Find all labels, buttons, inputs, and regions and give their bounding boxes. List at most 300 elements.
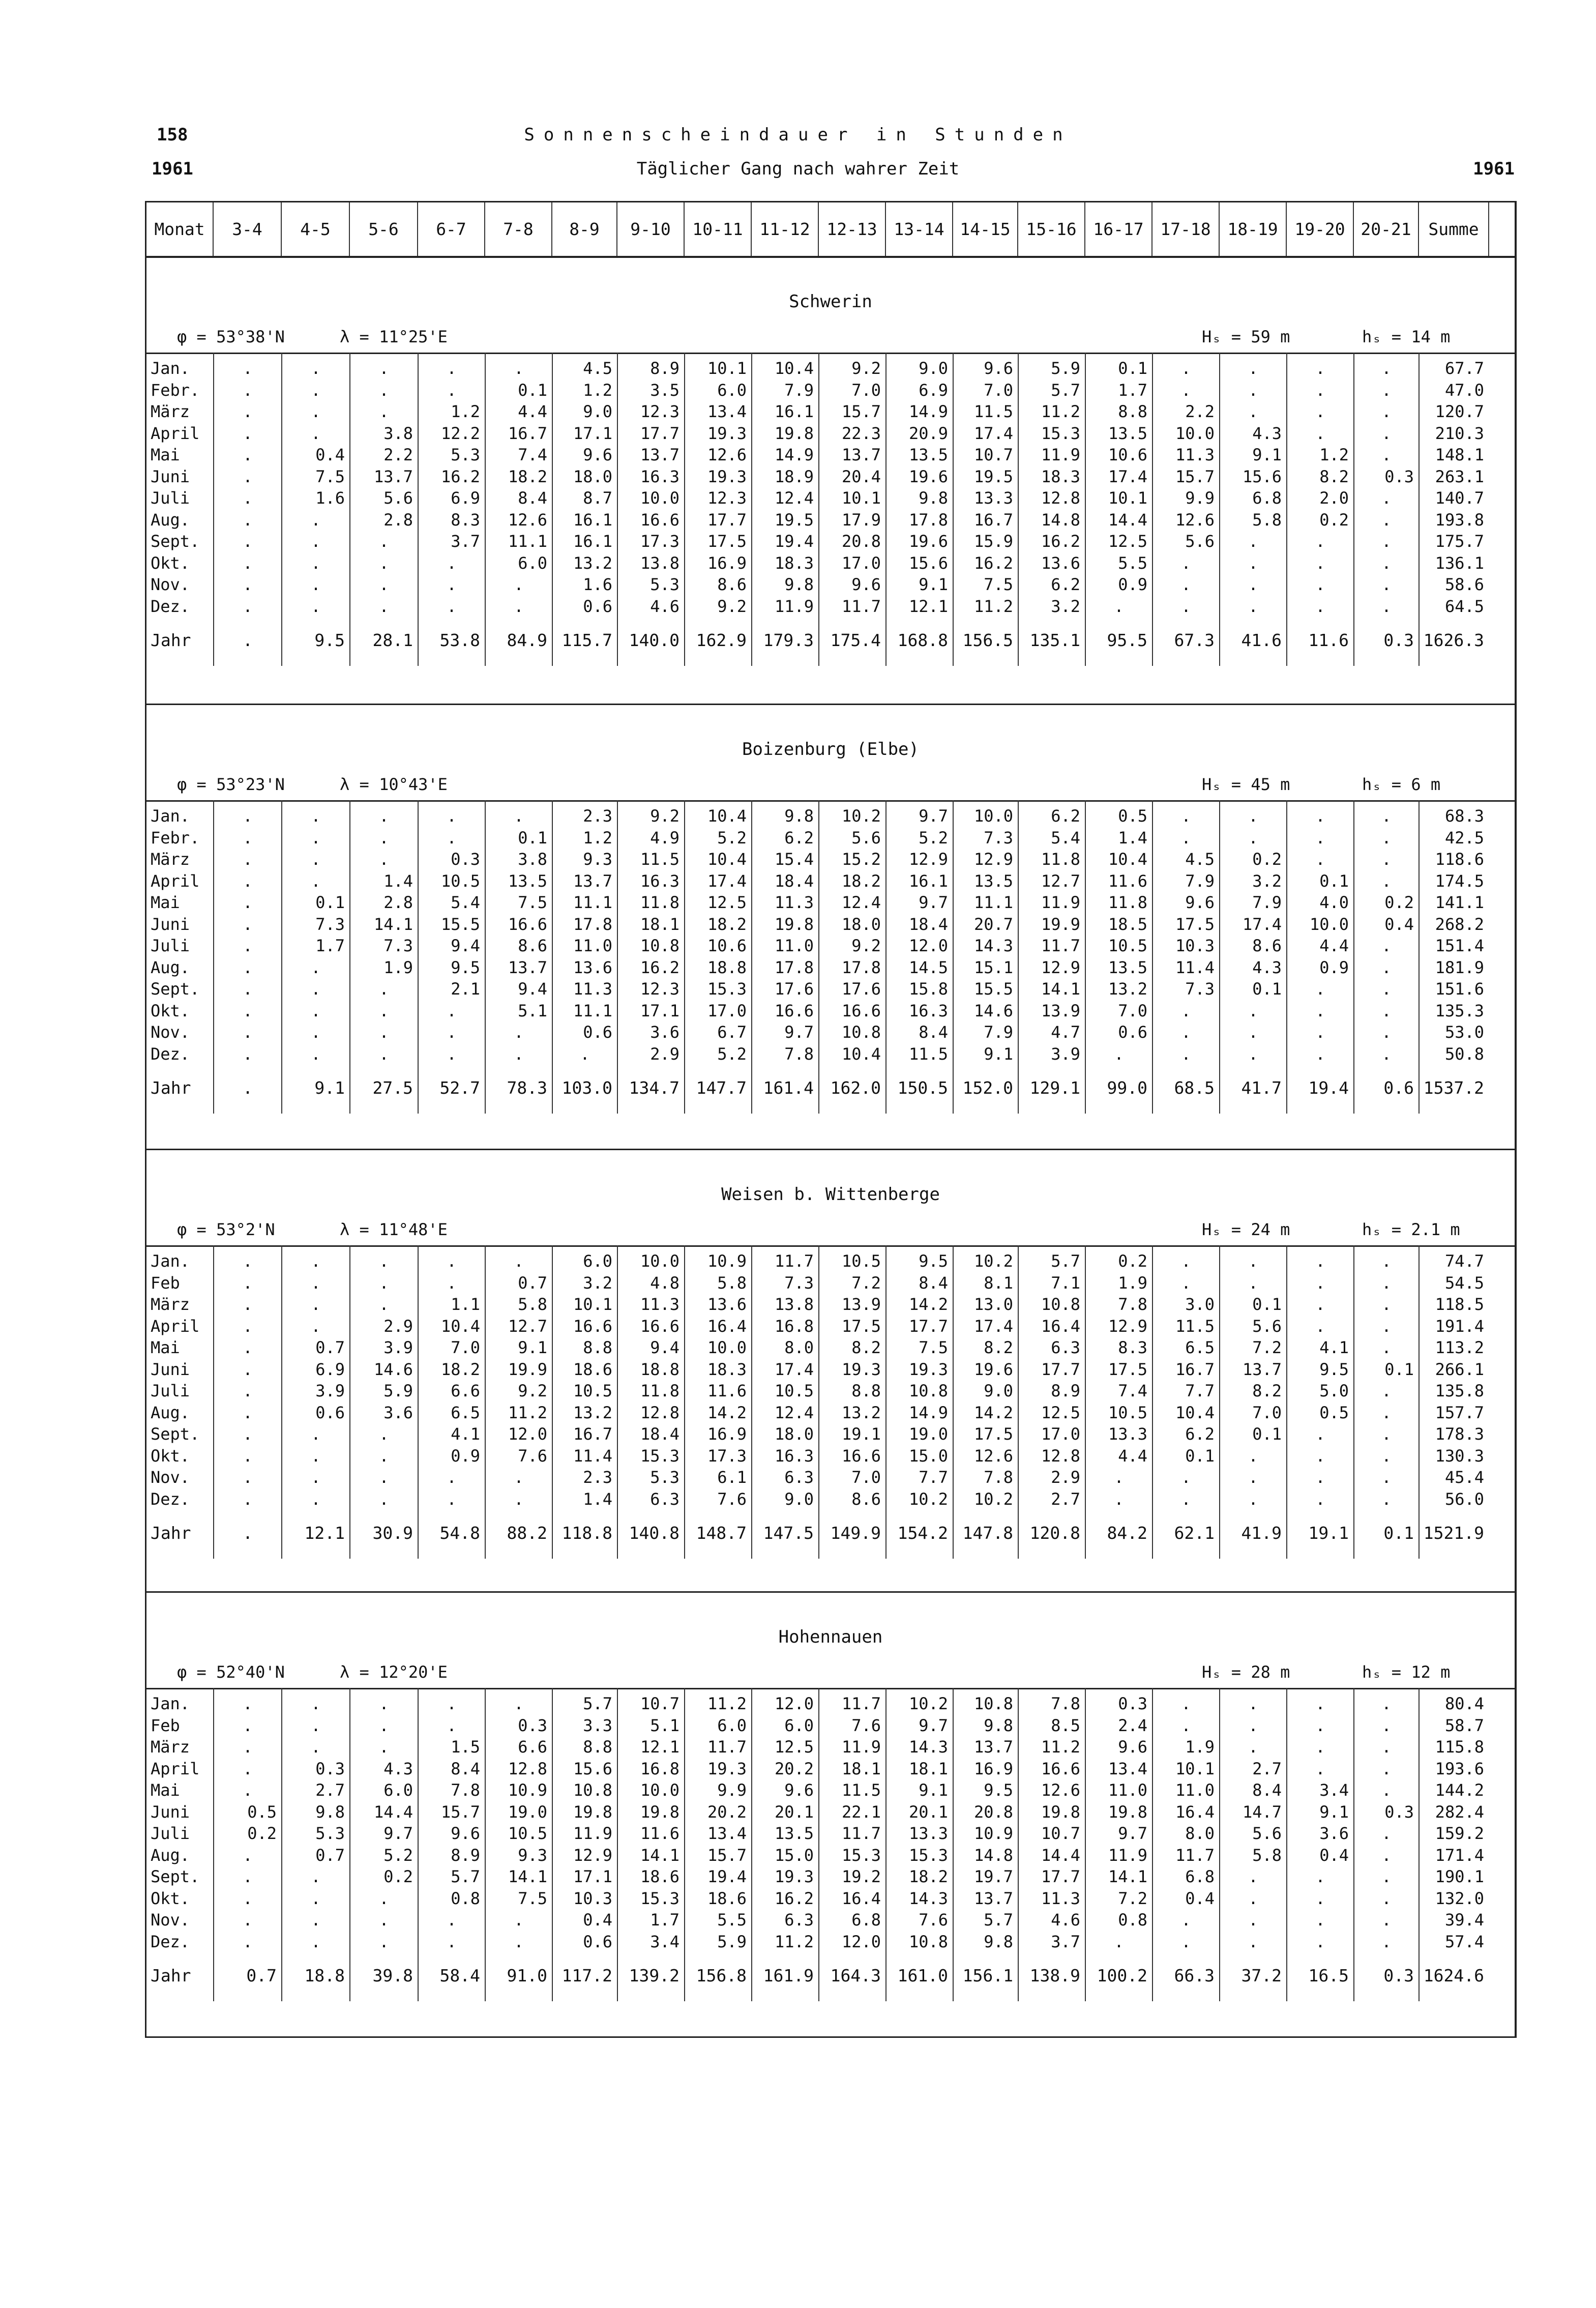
table-cell: 9.6 (1118, 1737, 1147, 1757)
table-cell: 14.7 (1242, 1802, 1282, 1822)
table-cell: 11.7 (1041, 936, 1080, 955)
table-cell: . (243, 850, 253, 869)
table-cell: 9.0 (784, 1489, 814, 1509)
year-total-cell: 1537.2 (1423, 1078, 1484, 1098)
table-cell: 2.7 (1051, 1489, 1080, 1509)
column-divider (684, 800, 685, 1114)
table-cell: 5.6 (851, 828, 881, 848)
table-cell: . (1248, 1468, 1258, 1487)
column-divider (885, 353, 886, 666)
table-cell: 13.7 (508, 957, 547, 977)
column-divider (684, 1245, 685, 1559)
table-row (146, 1801, 1515, 1823)
table-cell: 18.0 (573, 466, 612, 486)
table-cell: 151.6 (1435, 979, 1484, 999)
table-cell: 5.2 (919, 828, 948, 848)
table-cell: 13.4 (1108, 1759, 1147, 1778)
year-total-cell: 41.9 (1241, 1523, 1282, 1543)
table-cell: 1.9 (1118, 1273, 1147, 1293)
table-cell: . (1381, 1338, 1392, 1357)
table-cell: . (447, 1001, 457, 1020)
table-cell: . (379, 1044, 389, 1064)
table-cell: . (1181, 359, 1191, 378)
station-name: Weisen b. Wittenberge (721, 1184, 940, 1205)
table-cell: 4.8 (650, 1273, 679, 1293)
table-cell: . (1315, 380, 1325, 400)
table-cell: 181.9 (1435, 957, 1484, 977)
table-cell: 12.0 (508, 1424, 547, 1444)
table-cell: 2.9 (383, 1316, 413, 1336)
table-cell: 12.9 (1108, 1316, 1147, 1336)
table-cell: . (1381, 806, 1392, 826)
table-cell: 113.2 (1435, 1338, 1484, 1357)
year-total-cell: 156.1 (962, 1966, 1013, 1985)
table-cell: . (447, 1489, 457, 1509)
table-row (146, 1888, 1515, 1910)
table-cell: 15.3 (640, 1446, 679, 1466)
table-cell: 263.1 (1435, 466, 1484, 486)
table-cell: 12.0 (774, 1694, 814, 1713)
table-cell: . (311, 957, 321, 977)
table-cell: . (1381, 510, 1392, 530)
table-cell: 13.3 (1108, 1424, 1147, 1444)
table-row (146, 1845, 1515, 1866)
table-cell: 10.5 (1108, 936, 1147, 955)
table-cell: 15.1 (973, 957, 1013, 977)
table-cell: 11.8 (640, 1381, 679, 1400)
table-cell: 11.6 (640, 1824, 679, 1843)
table-cell: . (1381, 1468, 1392, 1487)
table-cell: 0.4 (1319, 1845, 1349, 1865)
table-cell: 16.6 (841, 1446, 881, 1466)
year-total-cell: 1624.6 (1423, 1966, 1484, 1985)
table-cell: 7.5 (919, 1338, 948, 1357)
column-divider (552, 1245, 553, 1559)
table-cell: 10.4 (1175, 1403, 1215, 1422)
table-cell: 5.2 (717, 828, 747, 848)
table-cell: 17.5 (1108, 1359, 1147, 1379)
table-cell: 17.4 (1108, 466, 1147, 486)
table-cell: 9.1 (984, 1044, 1013, 1064)
table-cell: 3.6 (1319, 1824, 1349, 1843)
table-cell: . (1181, 1251, 1191, 1271)
station-name: Hohennauen (778, 1627, 883, 1647)
column-divider (1219, 1688, 1220, 2001)
year-total-cell: 129.1 (1029, 1078, 1080, 1098)
table-cell: . (243, 893, 253, 912)
month-label: Jan. (151, 359, 190, 378)
table-cell: . (311, 1001, 321, 1020)
column-header: Summe (1419, 202, 1489, 256)
table-cell: 0.2 (1384, 893, 1414, 912)
table-cell: . (1381, 1694, 1392, 1713)
table-cell: 118.6 (1435, 850, 1484, 869)
table-cell: 11.9 (1041, 445, 1080, 464)
table-cell: 10.4 (707, 806, 747, 826)
table-cell: 20.8 (841, 532, 881, 551)
station-header-divider (146, 353, 1515, 354)
table-row (146, 552, 1515, 574)
table-cell: 11.3 (774, 893, 814, 912)
table-cell: 9.6 (851, 575, 881, 594)
table-cell: 157.7 (1435, 1403, 1484, 1422)
table-row (146, 1488, 1515, 1510)
table-cell: . (379, 979, 389, 999)
table-cell: 18.3 (707, 1359, 747, 1379)
table-cell: 6.3 (1051, 1338, 1080, 1357)
table-cell: 9.3 (518, 1845, 547, 1865)
year-total-cell: 147.8 (962, 1523, 1013, 1543)
table-row (146, 423, 1515, 445)
table-cell: 0.1 (1252, 979, 1282, 999)
table-cell: 17.6 (774, 979, 814, 999)
table-cell: 6.0 (717, 1715, 747, 1735)
table-cell: . (379, 1489, 389, 1509)
table-cell: . (1181, 1489, 1191, 1509)
table-cell: 17.3 (640, 532, 679, 551)
table-cell: 39.4 (1444, 1910, 1484, 1930)
table-cell: . (1181, 553, 1191, 573)
column-divider (485, 800, 486, 1114)
table-cell: 140.7 (1435, 488, 1484, 508)
table-cell: . (1315, 532, 1325, 551)
table-cell: . (311, 423, 321, 443)
table-cell: . (1315, 359, 1325, 378)
table-cell: 1.4 (383, 871, 413, 891)
table-cell: 13.4 (707, 1824, 747, 1843)
column-divider (818, 1688, 819, 2001)
table-cell: 16.6 (640, 1316, 679, 1336)
table-cell: 6.5 (1185, 1338, 1215, 1357)
column-divider (1219, 800, 1220, 1114)
column-divider (1286, 353, 1287, 666)
table-cell: 7.4 (1118, 1381, 1147, 1400)
table-cell: 0.3 (1118, 1694, 1147, 1713)
table-cell: . (1381, 553, 1392, 573)
table-cell: 5.7 (583, 1694, 612, 1713)
table-cell: 3.8 (383, 423, 413, 443)
table-cell: 6.9 (315, 1359, 345, 1379)
table-cell: 0.1 (518, 828, 547, 848)
column-divider (349, 1245, 350, 1559)
table-cell: . (243, 1910, 253, 1930)
table-cell: 0.6 (583, 1022, 612, 1042)
table-cell: 8.4 (919, 1273, 948, 1293)
table-cell: . (311, 402, 321, 421)
column-divider (1152, 353, 1153, 666)
station-latitude: φ = 53°23'N (177, 775, 285, 794)
table-cell: . (1181, 1910, 1191, 1930)
table-cell: 12.3 (707, 488, 747, 508)
table-cell: 19.6 (908, 466, 948, 486)
table-cell: . (1248, 1694, 1258, 1713)
table-cell: . (1381, 1910, 1392, 1930)
table-cell: . (311, 1468, 321, 1487)
table-cell: 16.8 (640, 1759, 679, 1778)
year-total-cell: 28.1 (372, 630, 413, 650)
year-total-row (146, 1068, 1515, 1108)
table-cell: . (1248, 1910, 1258, 1930)
table-cell: 7.0 (1118, 1001, 1147, 1020)
year-total-cell: 161.9 (763, 1966, 814, 1985)
table-cell: . (379, 380, 389, 400)
table-cell: 8.1 (984, 1273, 1013, 1293)
year-total-cell: 1521.9 (1423, 1523, 1484, 1543)
table-cell: 22.1 (841, 1802, 881, 1822)
table-row (146, 1715, 1515, 1737)
table-cell: . (243, 914, 253, 934)
table-cell: 0.1 (1252, 1424, 1282, 1444)
table-cell: 5.8 (1252, 1845, 1282, 1865)
table-cell: 17.5 (1175, 914, 1215, 934)
table-cell: 11.7 (841, 596, 881, 616)
table-cell: 5.6 (383, 488, 413, 508)
table-cell: 10.0 (640, 1780, 679, 1800)
year-total-cell: 148.7 (696, 1523, 747, 1543)
table-cell: 11.9 (841, 1737, 881, 1757)
month-label: Aug. (151, 510, 190, 530)
page-title: Sonnenscheindauer in Stunden (524, 125, 1072, 145)
table-cell: . (243, 553, 253, 573)
table-cell: 12.3 (640, 402, 679, 421)
table-cell: 7.8 (1051, 1694, 1080, 1713)
table-cell: 0.5 (1319, 1403, 1349, 1422)
table-cell: 7.2 (1252, 1338, 1282, 1357)
month-label: April (151, 871, 200, 891)
table-row (146, 509, 1515, 531)
year-total-row (146, 1955, 1515, 1996)
table-cell: . (1114, 596, 1124, 616)
table-cell: 10.7 (973, 445, 1013, 464)
table-cell: 16.1 (908, 871, 948, 891)
table-cell: . (379, 532, 389, 551)
table-cell: 19.9 (508, 1359, 547, 1379)
table-cell: 18.1 (841, 1759, 881, 1778)
table-cell: . (1315, 1867, 1325, 1886)
table-cell: 4.3 (1252, 423, 1282, 443)
table-cell: 80.4 (1444, 1694, 1484, 1713)
table-cell: . (1248, 1867, 1258, 1886)
year-total-cell: . (243, 1523, 253, 1543)
table-row (146, 531, 1515, 552)
month-label: Juli (151, 488, 190, 508)
station-name: Schwerin (789, 291, 872, 312)
table-cell: 2.8 (383, 510, 413, 530)
table-cell: 10.9 (707, 1251, 747, 1271)
table-cell: . (1315, 423, 1325, 443)
table-cell: 10.9 (973, 1824, 1013, 1843)
table-cell: 141.1 (1435, 893, 1484, 912)
table-cell: 7.0 (984, 380, 1013, 400)
year-total-cell: 99.0 (1107, 1078, 1147, 1098)
table-cell: 10.0 (973, 806, 1013, 826)
table-cell: 9.4 (451, 936, 480, 955)
table-cell: 15.5 (440, 914, 480, 934)
table-cell: 10.1 (707, 359, 747, 378)
column-divider (1353, 1245, 1354, 1559)
table-cell: 13.6 (1041, 553, 1080, 573)
table-cell: 56.0 (1444, 1489, 1484, 1509)
table-cell: 16.7 (508, 423, 547, 443)
column-divider (1353, 353, 1354, 666)
table-cell: . (1381, 1316, 1392, 1336)
table-cell: 16.1 (573, 532, 612, 551)
table-cell: 19.2 (841, 1867, 881, 1886)
table-cell: . (1248, 1489, 1258, 1509)
table-cell: 13.9 (841, 1295, 881, 1314)
column-divider (281, 353, 282, 666)
column-header: 10-11 (685, 202, 752, 256)
year-total-cell: 27.5 (372, 1078, 413, 1098)
table-row (146, 1779, 1515, 1801)
table-cell: 5.4 (1051, 828, 1080, 848)
table-cell: 20.9 (908, 423, 948, 443)
table-cell: 18.4 (640, 1424, 679, 1444)
column-divider (818, 353, 819, 666)
table-cell: 159.2 (1435, 1824, 1484, 1843)
table-cell: 11.5 (908, 1044, 948, 1064)
table-cell: . (311, 1867, 321, 1886)
year-label: Jahr (151, 1523, 191, 1543)
table-cell: . (447, 828, 457, 848)
table-cell: 10.8 (841, 1022, 881, 1042)
table-cell: 9.5 (451, 957, 480, 977)
table-cell: 12.4 (774, 488, 814, 508)
table-cell: 5.2 (383, 1845, 413, 1865)
year-total-cell: 140.8 (629, 1523, 679, 1543)
column-divider (885, 1245, 886, 1559)
table-cell: 7.9 (1252, 893, 1282, 912)
month-label: März (151, 1295, 190, 1314)
table-cell: 12.7 (508, 1316, 547, 1336)
table-cell: 12.1 (640, 1737, 679, 1757)
table-cell: 15.4 (774, 850, 814, 869)
table-cell: 2.4 (1118, 1715, 1147, 1735)
table-row (146, 1000, 1515, 1022)
table-cell: 10.5 (440, 871, 480, 891)
month-label: Mai (151, 1780, 180, 1800)
column-divider (418, 800, 419, 1114)
year-label: Jahr (151, 1078, 191, 1098)
table-cell: . (1181, 1468, 1191, 1487)
year-total-cell: 62.1 (1174, 1523, 1215, 1543)
column-divider (617, 800, 618, 1114)
table-cell: 11.3 (573, 979, 612, 999)
table-cell: 16.6 (508, 914, 547, 934)
table-cell: . (1248, 532, 1258, 551)
table-cell: 15.5 (973, 979, 1013, 999)
table-cell: 266.1 (1435, 1359, 1484, 1379)
table-row (146, 1021, 1515, 1043)
table-cell: 4.4 (1319, 936, 1349, 955)
table-cell: 9.1 (518, 1338, 547, 1357)
year-total-row (146, 1513, 1515, 1554)
table-cell: . (243, 510, 253, 530)
table-cell: 18.8 (640, 1359, 679, 1379)
year-total-cell: 120.8 (1029, 1523, 1080, 1543)
table-cell: 45.4 (1444, 1468, 1484, 1487)
table-cell: 17.4 (973, 1316, 1013, 1336)
station-latitude: φ = 53°2'N (177, 1220, 275, 1239)
column-divider (1418, 353, 1420, 666)
table-cell: 0.1 (1118, 359, 1147, 378)
column-header-monat: Monat (146, 202, 214, 256)
table-cell: 13.3 (908, 1824, 948, 1843)
table-cell: . (447, 553, 457, 573)
table-cell: . (1381, 850, 1392, 869)
table-cell: 11.7 (841, 1694, 881, 1713)
table-cell: . (311, 828, 321, 848)
table-cell: 6.0 (583, 1251, 612, 1271)
column-header: 14-15 (953, 202, 1018, 256)
table-cell: . (1114, 1468, 1124, 1487)
station-latitude: φ = 52°40'N (177, 1662, 285, 1682)
column-divider (213, 800, 214, 1114)
table-cell: 16.2 (973, 553, 1013, 573)
table-cell: 0.4 (583, 1910, 612, 1930)
table-cell: 10.0 (1175, 423, 1215, 443)
year-total-cell: 147.7 (696, 1078, 747, 1098)
table-cell: . (1181, 1932, 1191, 1951)
table-cell: 13.7 (1242, 1359, 1282, 1379)
table-cell: 132.0 (1435, 1888, 1484, 1908)
station-latitude: φ = 53°38'N (177, 327, 285, 346)
table-cell: 14.8 (1041, 510, 1080, 530)
table-cell: 47.0 (1444, 380, 1484, 400)
table-cell: 17.3 (707, 1446, 747, 1466)
table-cell: 10.1 (573, 1295, 612, 1314)
table-cell: . (1381, 1001, 1392, 1020)
table-cell: 16.1 (774, 402, 814, 421)
table-cell: 7.0 (851, 380, 881, 400)
station-instrument-height: hₛ = 6 m (1362, 775, 1441, 794)
table-cell: 0.2 (1319, 510, 1349, 530)
month-label: Sept. (151, 532, 200, 551)
table-cell: 8.4 (518, 488, 547, 508)
year-total-cell: 134.7 (629, 1078, 679, 1098)
table-cell: . (514, 1022, 524, 1042)
table-cell: 18.3 (1041, 466, 1080, 486)
table-cell: 15.3 (1041, 423, 1080, 443)
table-cell: 15.3 (707, 979, 747, 999)
table-cell: . (447, 1468, 457, 1487)
table-cell: 2.0 (1319, 488, 1349, 508)
table-cell: 17.7 (908, 1316, 948, 1336)
table-cell: 8.3 (1118, 1338, 1147, 1357)
year-total-cell: 154.2 (897, 1523, 948, 1543)
table-cell: . (1248, 553, 1258, 573)
table-cell: 6.0 (717, 380, 747, 400)
table-cell: 0.2 (1118, 1251, 1147, 1271)
table-cell: . (311, 1489, 321, 1509)
month-label: Dez. (151, 596, 190, 616)
table-cell: 9.6 (984, 359, 1013, 378)
table-cell: 10.7 (1041, 1824, 1080, 1843)
table-cell: 1.7 (650, 1910, 679, 1930)
table-cell: . (1381, 1759, 1392, 1778)
table-cell: 19.3 (841, 1359, 881, 1379)
table-cell: . (379, 1737, 389, 1757)
table-cell: . (243, 1316, 253, 1336)
table-cell: 7.4 (518, 445, 547, 464)
table-cell: . (311, 1044, 321, 1064)
table-cell: 18.5 (1108, 914, 1147, 934)
table-cell: 13.5 (973, 871, 1013, 891)
station-divider (146, 704, 1515, 705)
year-total-cell: 100.2 (1097, 1966, 1147, 1985)
table-cell: 7.8 (784, 1044, 814, 1064)
table-cell: . (1381, 1273, 1392, 1293)
